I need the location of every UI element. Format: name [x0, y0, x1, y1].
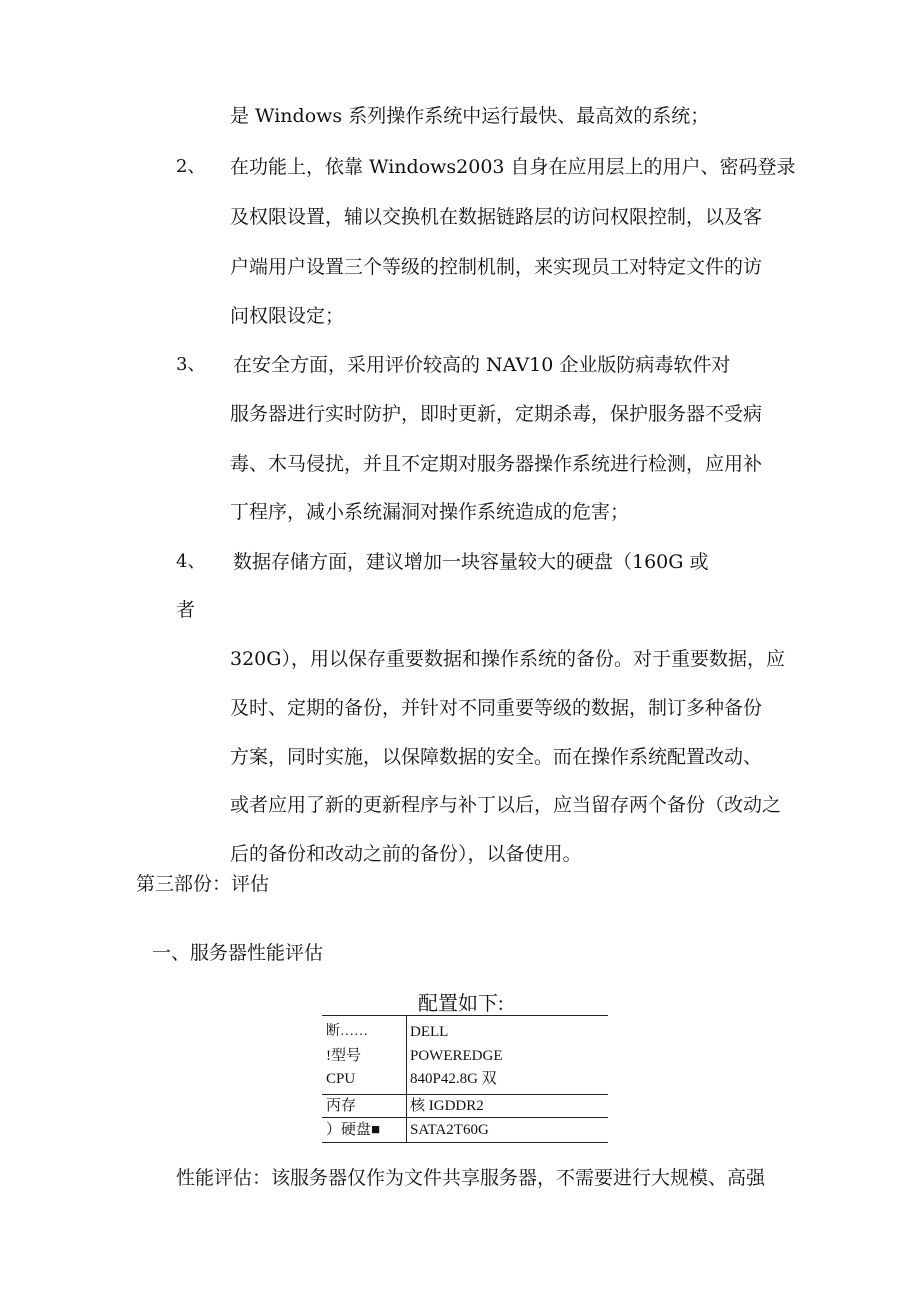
- paragraph-line: 及权限设置，辅以交换机在数据链路层的访问权限控制，以及客: [230, 206, 763, 228]
- table-row-rule: [322, 1117, 608, 1118]
- paragraph-line: 服务器进行实时防护，即时更新，定期杀毒，保护服务器不受病: [230, 403, 763, 425]
- table-value: 840P42.8G 双: [410, 1071, 497, 1087]
- paragraph-line: 320G），用以保存重要数据和操作系统的备份。对于重要数据，应: [230, 648, 785, 670]
- paragraph-line: 方案，同时实施，以保障数据的安全。而在操作系统配置改动、: [230, 746, 763, 768]
- paragraph-line: 或者应用了新的更新程序与补丁以后，应当留存两个备份（改动之: [230, 794, 782, 816]
- table-value: DELL: [410, 1024, 449, 1040]
- paragraph-line: 及时、定期的备份，并针对不同重要等级的数据，制订多种备份: [230, 697, 763, 719]
- paragraph-line: 丁程序，减小系统漏洞对操作系统造成的危害；: [230, 501, 630, 523]
- table-label: CPU: [326, 1071, 356, 1087]
- paragraph-line: 性能评估：该服务器仅作为文件共享服务器，不需要进行大规模、高强: [176, 1167, 766, 1189]
- paragraph-line: 户端用户设置三个等级的控制机制，来实现员工对特定文件的访: [230, 256, 763, 278]
- list-number: 4、: [176, 551, 206, 572]
- paragraph-line: 在功能上，依靠 Windows2003 自身在应用层上的用户、密码登录: [230, 156, 796, 178]
- table-value: POWEREDGE: [410, 1048, 503, 1064]
- table-value: SATA2T60G: [410, 1122, 489, 1138]
- paragraph-line: 是 Windows 系列操作系统中运行最快、最高效的系统；: [230, 105, 710, 127]
- paragraph-line: 在安全方面，采用评价较高的 NAV10 企业版防病毒软件对: [233, 354, 731, 376]
- table-label: 丙存: [326, 1098, 357, 1114]
- list-number: 2、: [176, 156, 206, 177]
- table-bottom-rule: [322, 1142, 608, 1143]
- table-row-rule: [322, 1094, 608, 1095]
- table-label: !型号: [326, 1048, 361, 1064]
- paragraph-line: 数据存储方面，建议增加一块容量较大的硬盘（160G 或: [233, 551, 709, 573]
- paragraph-line: 者: [176, 599, 196, 621]
- table-caption: 配置如下:: [418, 993, 504, 1015]
- table-column-rule: [406, 1015, 407, 1142]
- table-value: 核 IGDDR2: [410, 1098, 484, 1114]
- section-heading: 第三部份：评估: [136, 873, 270, 895]
- table-label: 断……: [326, 1024, 368, 1039]
- subsection-heading: 一、服务器性能评估: [152, 942, 324, 964]
- paragraph-line: 后的备份和改动之前的备份），以备使用。: [230, 843, 582, 865]
- paragraph-line: 问权限设定；: [230, 305, 345, 327]
- paragraph-line: 毒、木马侵扰，并且不定期对服务器操作系统进行检测，应用补: [230, 453, 763, 475]
- table-label: ）硬盘■: [326, 1122, 381, 1138]
- table-top-rule: [322, 1015, 608, 1016]
- list-number: 3、: [176, 354, 206, 375]
